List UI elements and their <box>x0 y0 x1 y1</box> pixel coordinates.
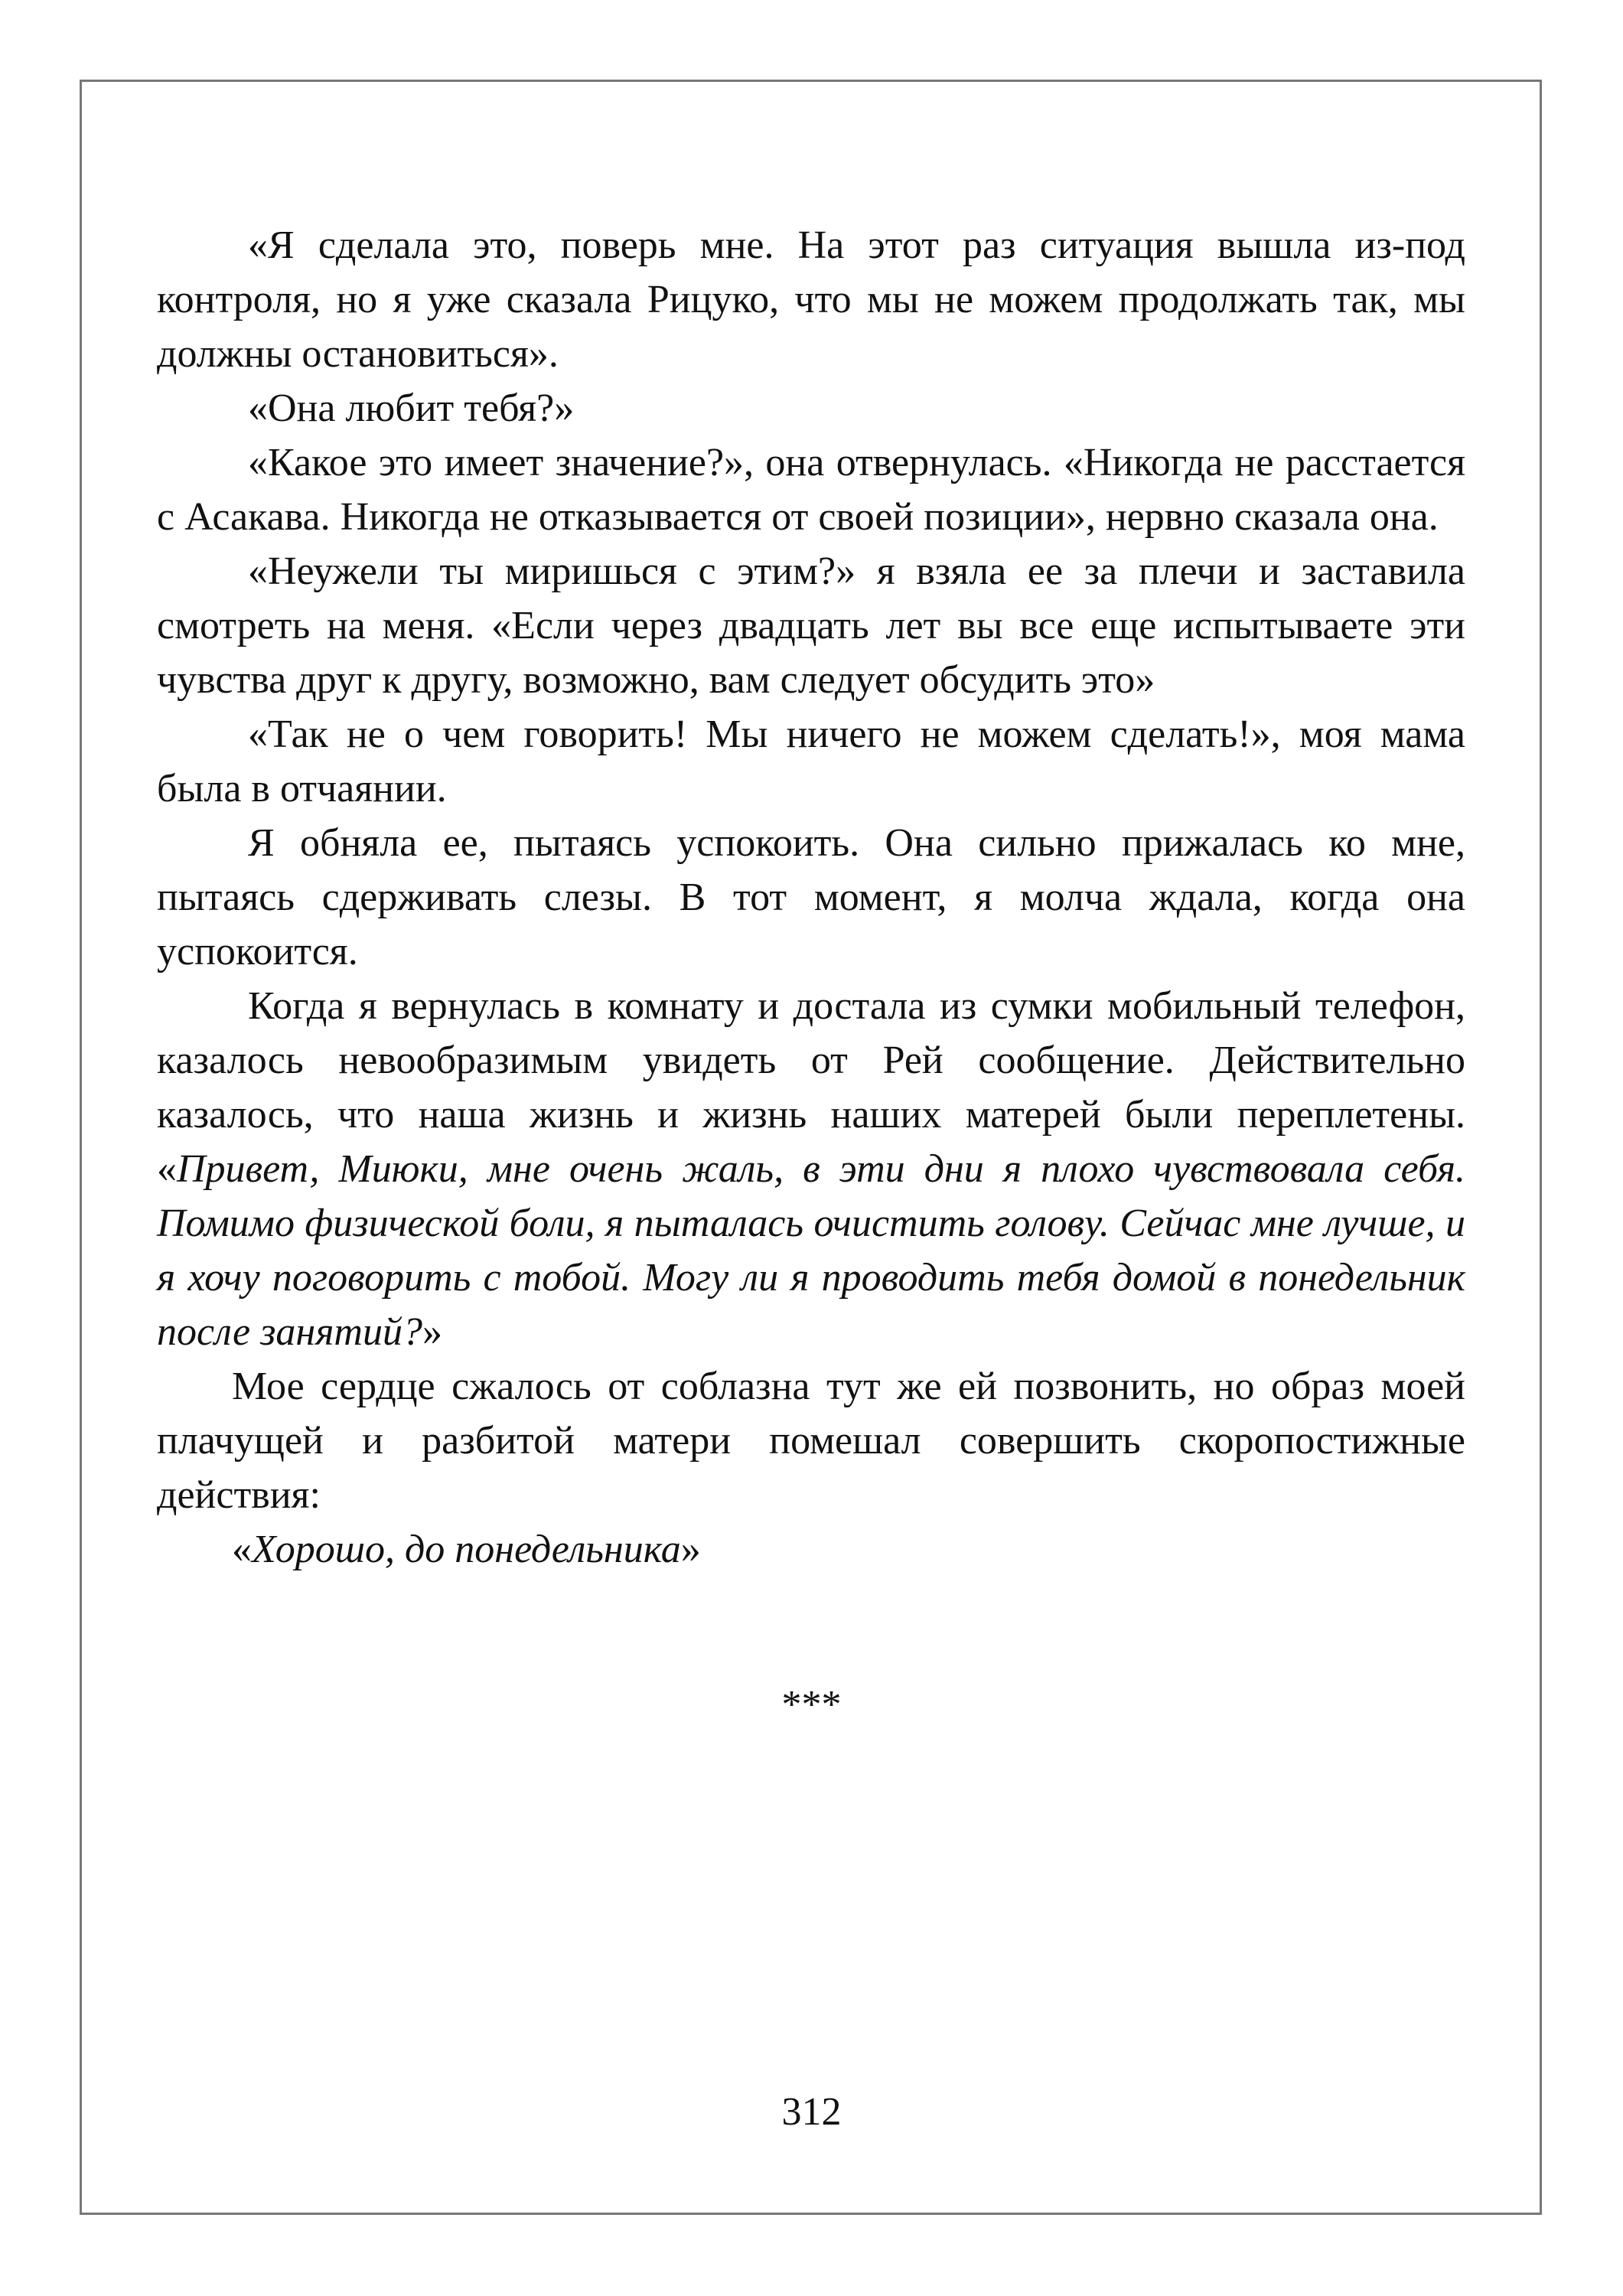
reply-paragraph <box>157 1522 1465 1577</box>
message-close-quote: » <box>422 1310 442 1354</box>
message-lead: Когда я вернулась в комнату и достала из сумки мобильный телефон, казалось невообразимым увидеть от Рей сообщение. Действительно казалось, что наша жизнь и жизнь наших матерей были переплетены. « <box>157 984 1465 1191</box>
paragraph: «Какое это имеет значение?», она отвернулась. «Никогда не расстается с Асакава. Никогда не отказывается от своей позиции», нервно сказала она. <box>157 441 1465 539</box>
paragraph: Я обняла ее, пытаясь успокоить. Она сильно прижалась ко мне, пытаясь сдерживать слезы. В тот момент, я молча ждала, когда она успокоится. <box>157 821 1465 974</box>
paragraph: «Неужели ты миришься с этим?» я взяла ее за плечи и заставила смотреть на меня. «Если через двадцать лет вы все еще испытываете эти чувства друг к другу, возможно, вам следует обсудить это» <box>157 550 1465 702</box>
paragraph: «Так не о чем говорить! Мы ничего не можем сделать!», моя мама была в отчаянии. <box>157 713 1465 810</box>
body-text <box>157 218 1465 1577</box>
paragraph: «Я сделала это, поверь мне. На этот раз ситуация вышла из-под контроля, но я уже сказала Рицуко, что мы не можем продолжать так, мы должны остановиться». <box>157 223 1465 376</box>
message-paragraph <box>157 979 1465 1359</box>
reply-close-quote: » <box>680 1528 701 1571</box>
closing-paragraph: Мое сердце сжалось от соблазна тут же ей позвонить, но образ моей плачущей и разбитой матери помешал совершить скоропостижные действия: <box>157 1365 1465 1517</box>
paragraph: «Она любит тебя?» <box>248 386 575 430</box>
text-message: Привет, Миюки, мне очень жаль, в эти дни я плохо чувствовала себя. Помимо физической боли, я пыталась очистить голову. Сейчас мне лучше, и я хочу поговорить с тобой. Могу ли я проводить тебя домой в понедельник после занятий? <box>157 1147 1465 1354</box>
page-number: 312 <box>781 2090 842 2134</box>
reply-message: Хорошо, до понедельника <box>252 1528 681 1571</box>
reply-open-quote: « <box>232 1528 252 1571</box>
section-separator: *** <box>781 1683 842 1727</box>
